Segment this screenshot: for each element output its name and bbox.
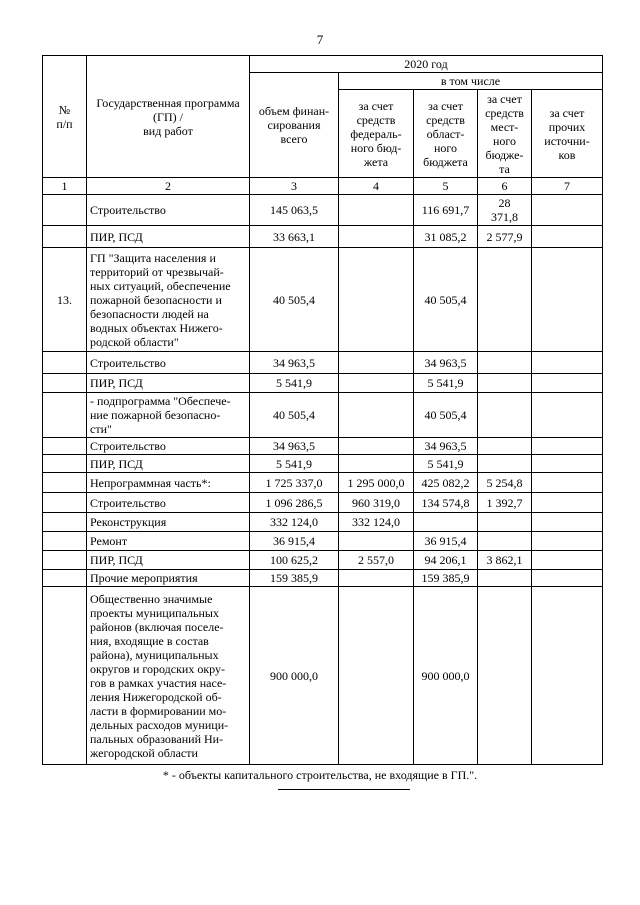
row-total: 33 663,1 [250,226,339,248]
row-regional: 34 963,5 [414,438,478,455]
row-regional: 900 000,0 [414,587,478,765]
row-regional [414,513,478,532]
table-row [43,551,603,570]
row-regional: 116 691,7 [414,195,478,226]
col-number: 1 [43,178,87,195]
header-program: Государственная программа (ГП) / вид работ [87,56,250,178]
col-number: 3 [250,178,339,195]
column-numbers-row [43,178,603,195]
row-name: Ремонт [87,532,250,551]
row-local [478,587,532,765]
row-federal [339,352,414,374]
row-regional: 5 541,9 [414,455,478,473]
header-other: за счет прочих источни- ков [532,90,603,178]
row-number [43,374,87,393]
table-row [43,195,603,226]
row-regional: 40 505,4 [414,393,478,438]
row-number [43,587,87,765]
table-row [43,513,603,532]
row-federal: 2 557,0 [339,551,414,570]
row-regional: 34 963,5 [414,352,478,374]
row-federal: 332 124,0 [339,513,414,532]
row-number [43,438,87,455]
table-row [43,493,603,513]
row-regional: 36 915,4 [414,532,478,551]
row-other [532,570,603,587]
row-total: 40 505,4 [250,393,339,438]
row-local [478,532,532,551]
row-local: 2 577,9 [478,226,532,248]
row-other [532,226,603,248]
row-name: Прочие мероприятия [87,570,250,587]
row-local: 5 254,8 [478,473,532,493]
row-local [478,393,532,438]
row-name: Строительство [87,352,250,374]
table-row [43,438,603,455]
table-row [43,352,603,374]
row-name: Строительство [87,438,250,455]
row-number [43,455,87,473]
row-total: 34 963,5 [250,438,339,455]
row-other [532,551,603,570]
row-local [478,455,532,473]
row-federal [339,393,414,438]
row-federal [339,455,414,473]
row-local [478,248,532,352]
row-regional: 159 385,9 [414,570,478,587]
row-number: 13. [43,248,87,352]
row-regional: 134 574,8 [414,493,478,513]
header-local: за счет средств мест- ного бюдже- та [478,90,532,178]
separator-line [278,789,410,790]
row-number [43,226,87,248]
row-total: 36 915,4 [250,532,339,551]
table-row [43,248,603,352]
row-total: 159 385,9 [250,570,339,587]
row-number [43,551,87,570]
row-local: 28 371,8 [478,195,532,226]
row-number [43,352,87,374]
header-year: 2020 год [250,56,603,73]
row-local [478,438,532,455]
row-regional: 31 085,2 [414,226,478,248]
table-row [43,587,603,765]
table-row [43,570,603,587]
table-row [43,226,603,248]
table-row [43,455,603,473]
footnote: * - объекты капитального строительства, не входящие в ГП.". [162,768,478,782]
financing-table [42,55,603,765]
row-name: ПИР, ПСД [87,455,250,473]
row-other [532,493,603,513]
row-total: 1 725 337,0 [250,473,339,493]
row-total: 5 541,9 [250,455,339,473]
row-other [532,587,603,765]
row-other [532,352,603,374]
row-federal [339,374,414,393]
page-number: 7 [316,32,324,47]
row-other [532,248,603,352]
row-local [478,374,532,393]
row-number [43,473,87,493]
row-name: Строительство [87,493,250,513]
row-other [532,438,603,455]
row-federal: 1 295 000,0 [339,473,414,493]
row-name: Строительство [87,195,250,226]
header-num: № п/п [43,56,87,178]
table-row [43,393,603,438]
row-total: 332 124,0 [250,513,339,532]
row-local [478,513,532,532]
row-other [532,455,603,473]
header-including: в том числе [339,73,603,90]
row-total: 100 625,2 [250,551,339,570]
row-total: 1 096 286,5 [250,493,339,513]
col-number: 2 [87,178,250,195]
row-other [532,513,603,532]
header-federal: за счет средств федераль- ного бюд- жета [339,90,414,178]
row-name: ПИР, ПСД [87,374,250,393]
row-name: - подпрограмма "Обеспече- ние пожарной безопасно- сти" [87,393,250,438]
row-number [43,570,87,587]
row-name: Общественно значимые проекты муниципальных районов (включая поселе- ния, входящие в состав района), муниципальных округов и городских окру- гов в рамках участия насе- ления Нижегородской об- ласти в формировании мо- дельных расходов муници- пальных образований Ни- жегородской области [87,587,250,765]
row-local: 1 392,7 [478,493,532,513]
row-regional: 5 541,9 [414,374,478,393]
header-total: объем финан- сирования всего [250,73,339,178]
row-regional: 40 505,4 [414,248,478,352]
header-regional: за счет средств област- ного бюджета [414,90,478,178]
row-number [43,393,87,438]
row-total: 40 505,4 [250,248,339,352]
row-name: ГП "Защита населения и территорий от чрезвычай- ных ситуаций, обеспечение пожарной безопасности и безопасности людей на водных объектах Нижего- родской области" [87,248,250,352]
row-regional: 425 082,2 [414,473,478,493]
row-federal [339,532,414,551]
table-row [43,473,603,493]
col-number: 6 [478,178,532,195]
row-federal [339,226,414,248]
row-regional: 94 206,1 [414,551,478,570]
row-federal: 960 319,0 [339,493,414,513]
col-number: 5 [414,178,478,195]
row-local [478,352,532,374]
col-number: 4 [339,178,414,195]
table-row [43,374,603,393]
row-total: 900 000,0 [250,587,339,765]
row-federal [339,438,414,455]
row-name: ПИР, ПСД [87,551,250,570]
row-other [532,473,603,493]
row-other [532,195,603,226]
row-other [532,532,603,551]
row-other [532,374,603,393]
row-name: Непрограммная часть*: [87,473,250,493]
row-number [43,195,87,226]
row-number [43,532,87,551]
row-name: ПИР, ПСД [87,226,250,248]
row-federal [339,248,414,352]
row-name: Реконструкция [87,513,250,532]
row-total: 5 541,9 [250,374,339,393]
row-local: 3 862,1 [478,551,532,570]
col-number: 7 [532,178,603,195]
row-number [43,513,87,532]
row-number [43,493,87,513]
row-local [478,570,532,587]
table-row [43,532,603,551]
row-federal [339,195,414,226]
row-federal [339,570,414,587]
row-total: 145 063,5 [250,195,339,226]
row-total: 34 963,5 [250,352,339,374]
row-other [532,393,603,438]
row-federal [339,587,414,765]
